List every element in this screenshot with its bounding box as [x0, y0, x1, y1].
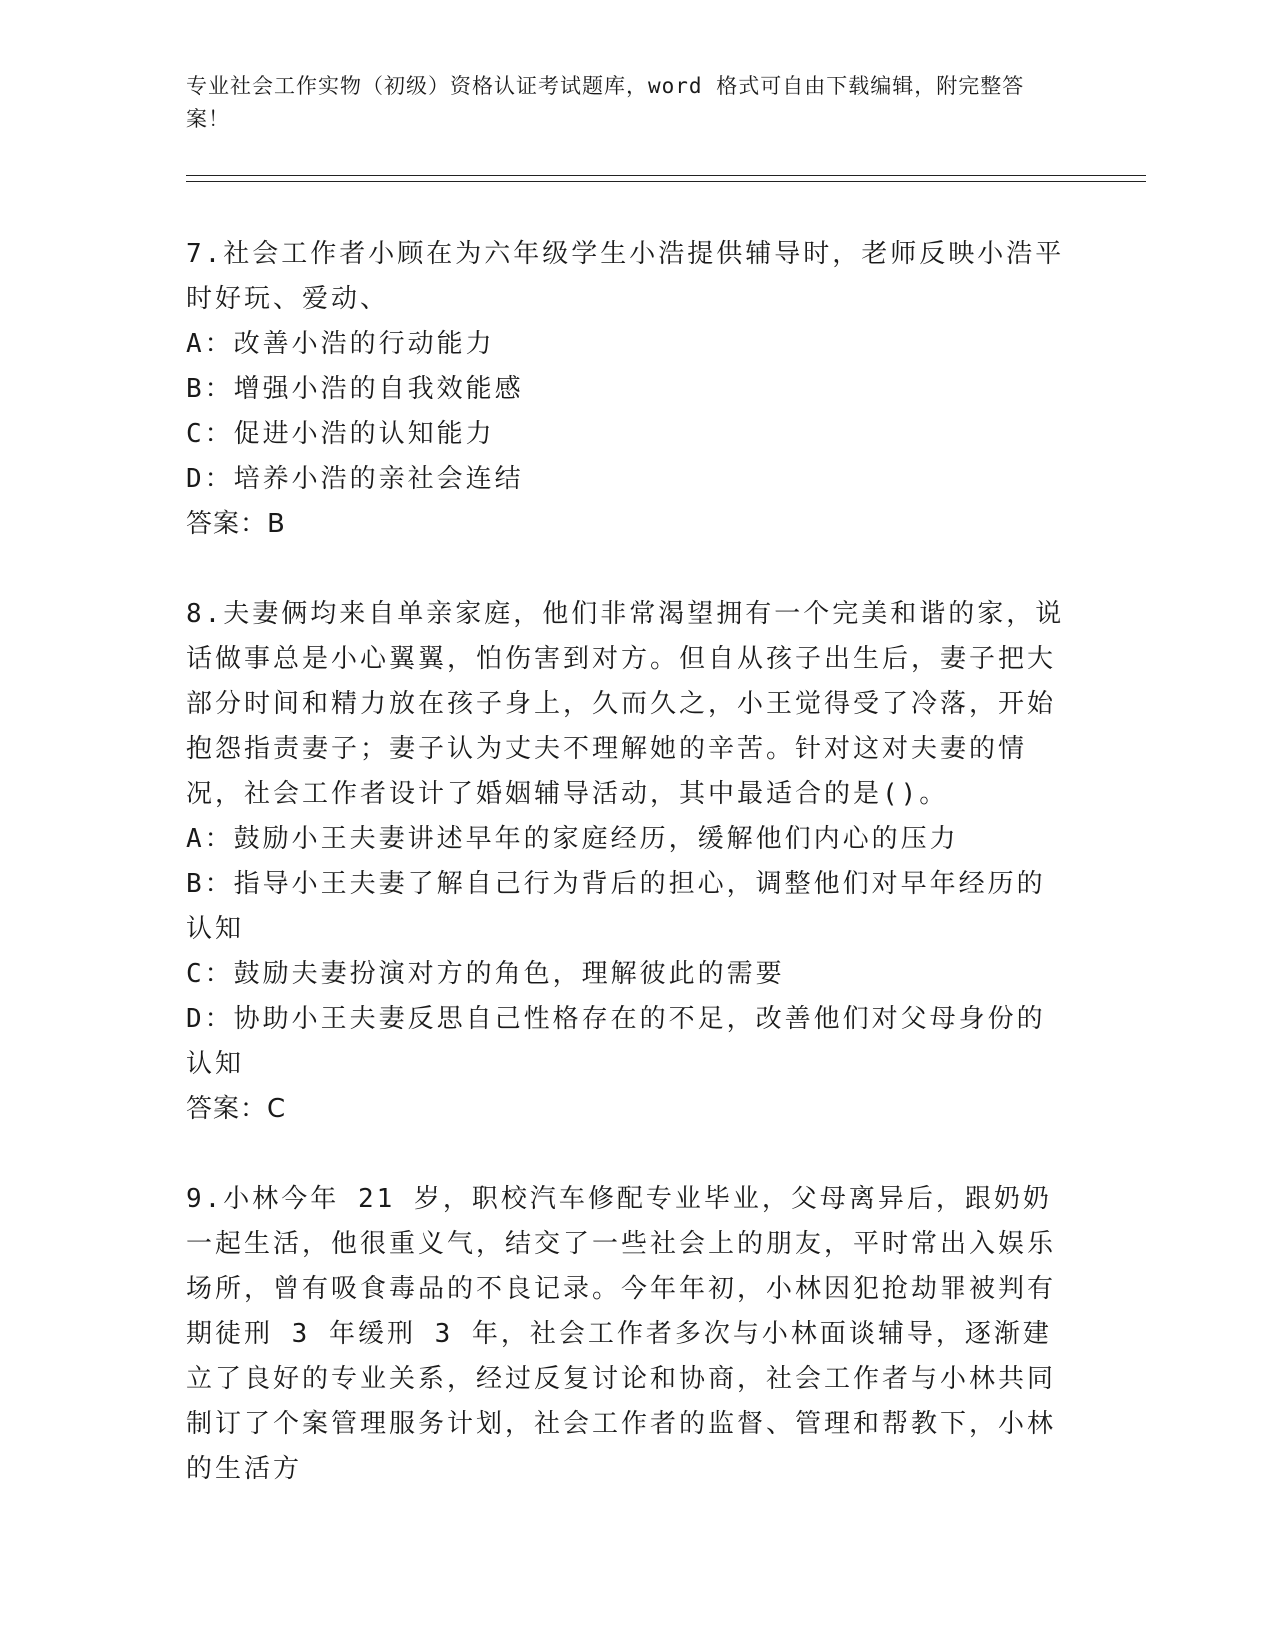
option-a: A：改善小浩的行动能力	[186, 329, 495, 359]
spacer	[186, 1132, 1066, 1177]
question-stem: 7.社会工作者小顾在为六年级学生小浩提供辅导时，老师反映小浩平时好玩、爱动、	[186, 239, 1065, 314]
question-8	[186, 592, 1066, 1132]
question-stem: 8.夫妻俩均来自单亲家庭，他们非常渴望拥有一个完美和谐的家，说话做事总是小心翼翼，怕伤害到对方。但自从孩子出生后，妻子把大部分时间和精力放在孩子身上，久而久之，小王觉得受了冷落，开始抱怨指责妻子；妻子认为丈夫不理解她的辛苦。针对这对夫妻的情况，社会工作者设计了婚姻辅导活动，其中最适合的是()。	[186, 599, 1065, 809]
question-list	[186, 232, 1066, 1492]
option-c: C：促进小浩的认知能力	[186, 419, 495, 449]
option-d: D：协助小王夫妻反思自己性格存在的不足，改善他们对父母身份的认知	[186, 1004, 1046, 1079]
question-stem: 9.小林今年 21 岁，职校汽车修配专业毕业，父母离异后，跟奶奶一起生活，他很重义气，结交了一些社会上的朋友，平时常出入娱乐场所，曾有吸食毒品的不良记录。今年年初，小林因犯抢劫罪被判有期徒刑 3 年缓刑 3 年，社会工作者多次与小林面谈辅导，逐渐建立了良好的专业关系，经过反复讨论和协商，社会工作者与小林共同制订了个案管理服务计划，社会工作者的监督、管理和帮教下，小林的生活方	[186, 1184, 1057, 1484]
option-c: C：鼓励夫妻扮演对方的角色，理解彼此的需要	[186, 959, 785, 989]
header-rule-bottom	[186, 181, 1146, 182]
question-9	[186, 1177, 1066, 1492]
answer: 答案：C	[186, 1094, 287, 1124]
option-b: B：增强小浩的自我效能感	[186, 374, 524, 404]
option-a: A：鼓励小王夫妻讲述早年的家庭经历，缓解他们内心的压力	[186, 824, 959, 854]
spacer	[186, 547, 1066, 592]
option-b: B：指导小王夫妻了解自己行为背后的担心，调整他们对早年经历的认知	[186, 869, 1046, 944]
option-d: D：培养小浩的亲社会连结	[186, 464, 524, 494]
document-header: 专业社会工作实物（初级）资格认证考试题库，word 格式可自由下载编辑，附完整答案！	[186, 74, 1025, 131]
question-7	[186, 232, 1066, 547]
header-rule-top	[186, 175, 1146, 176]
answer: 答案：B	[186, 509, 286, 539]
